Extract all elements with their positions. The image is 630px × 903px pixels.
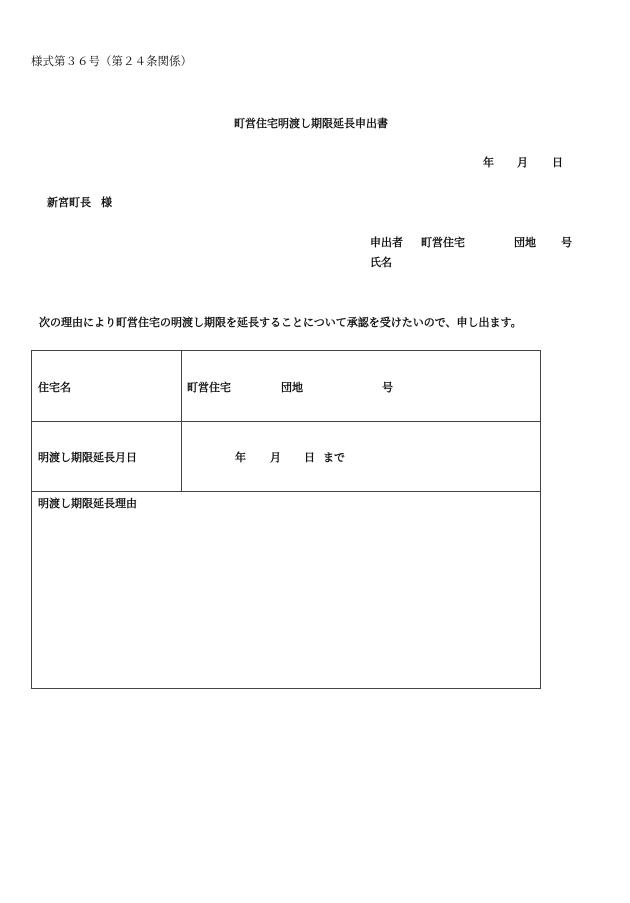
- date-year-label: 年: [483, 156, 494, 169]
- extension-date-day: 日: [304, 451, 315, 464]
- housing-name-label: 住宅名: [38, 381, 71, 394]
- applicant-number-label: 号: [561, 236, 572, 249]
- housing-name-complex: 団地: [281, 381, 303, 394]
- document-title: 町営住宅明渡し期限延長申出書: [234, 117, 388, 130]
- extension-date-month: 月: [270, 451, 281, 464]
- date-day-label: 日: [552, 156, 563, 169]
- table-row-divider-2: [32, 491, 540, 492]
- addressee-name: 新宮町長: [47, 196, 91, 209]
- housing-name-housing: 町営住宅: [187, 381, 231, 394]
- date-month-label: 月: [517, 156, 528, 169]
- extension-date-year: 年: [235, 451, 246, 464]
- applicant-housing-label: 町営住宅: [421, 236, 465, 249]
- extension-date-label: 明渡し期限延長月日: [38, 451, 137, 464]
- applicant-complex-label: 団地: [514, 236, 536, 249]
- table-row-divider-1: [32, 421, 540, 422]
- application-table: [31, 350, 541, 689]
- addressee-honorific: 様: [101, 196, 112, 209]
- applicant-label: 申出者: [370, 236, 403, 249]
- extension-date-until: まで: [323, 451, 345, 464]
- statement-text: 次の理由により町営住宅の明渡し期限を延長することについて承認を受けたいので、申し出ます。: [39, 316, 522, 329]
- housing-name-number: 号: [382, 381, 393, 394]
- form-number: 様式第３６号（第２４条関係）: [31, 54, 192, 68]
- applicant-name-label: 氏名: [370, 256, 392, 269]
- extension-reason-label: 明渡し期限延長理由: [38, 497, 137, 510]
